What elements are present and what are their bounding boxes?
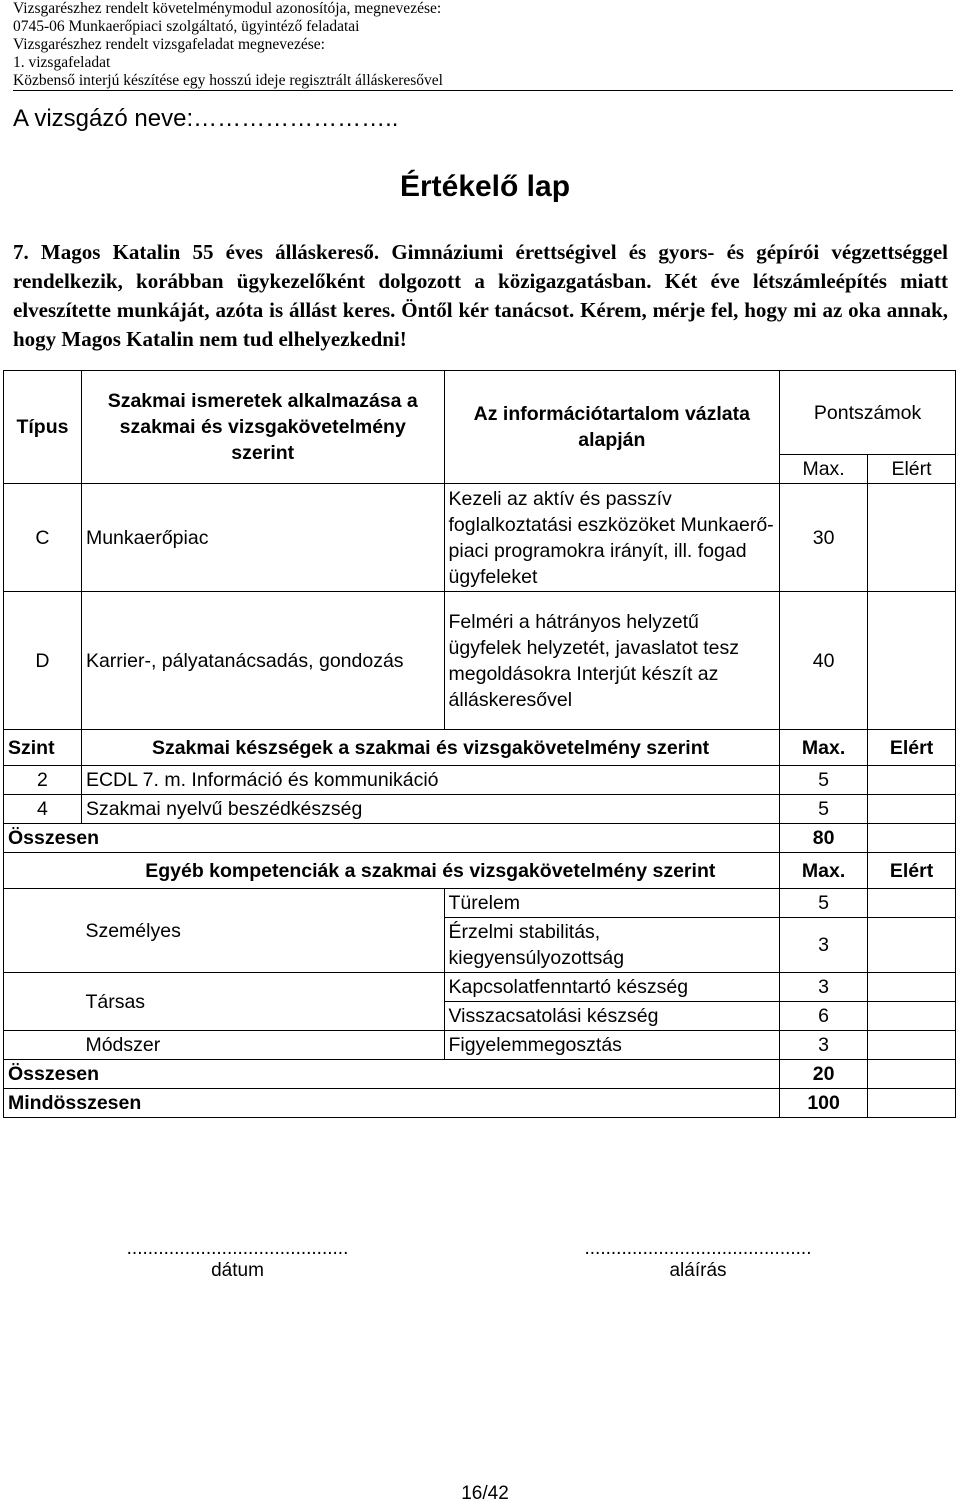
- page-title: Értékelő lap: [399, 170, 571, 203]
- skill-max: 5: [780, 795, 868, 824]
- document-header: [13, 0, 953, 91]
- task-description: 7. Magos Katalin 55 éves álláskereső. Gimnáziumi érettségivel és gyors- és gépírói végzettséggel rendelkezik, korábban ügykezelőként dolgozott a közigazgatásban. Két éve létszámleépítés miatt elveszítette munkáját, azóta is állást keres. Öntől kér tanácsot. Kérem, mérje fel, hogy mi az oka annak, hogy Magos Katalin nem tud elhelyezkedni!: [13, 240, 948, 351]
- competence-group: Módszer: [81, 1031, 444, 1060]
- candidate-name-line: A vizsgázó neve:……………………..: [13, 105, 399, 132]
- header-knowledge: Szakmai ismeretek alkalmazása a szakmai és vizsgakövetelmény szerint: [81, 371, 444, 484]
- competence-achieved: [868, 918, 956, 973]
- signature-label: aláírás: [669, 1260, 727, 1281]
- competence-group: Társas: [81, 973, 444, 1031]
- other-max-header: Max.: [780, 853, 868, 889]
- blank-cell: [4, 1031, 82, 1060]
- subtotal-achieved: [868, 824, 956, 853]
- blank-cell: [4, 973, 82, 1031]
- row-type: C: [4, 484, 82, 592]
- row-topic: Munkaerőpiac: [81, 484, 444, 592]
- header-line: Vizsgarészhez rendelt vizsgafeladat megnevezése:: [13, 36, 325, 53]
- header-max: Max.: [780, 455, 868, 484]
- competence-group: Személyes: [81, 889, 444, 973]
- row-max: 40: [780, 592, 868, 730]
- grand-total-achieved: [868, 1089, 956, 1118]
- signature-dots: ...........................................: [584, 1238, 812, 1259]
- skills-header: Szakmai készségek a szakmai és vizsgakövetelmény szerint: [81, 730, 779, 766]
- row-topic: Karrier-, pályatanácsadás, gondozás: [81, 592, 444, 730]
- competence-max: 6: [780, 1002, 868, 1031]
- competence-item: Figyelemmegosztás: [444, 1031, 780, 1060]
- competence-achieved: [868, 973, 956, 1002]
- other-spacer: [4, 853, 82, 889]
- skill-name: Szakmai nyelvű beszédkészség: [81, 795, 779, 824]
- other-achieved-header: Elért: [868, 853, 956, 889]
- row-content: Felméri a hátrányos helyzetű ügyfelek helyzetét, javaslatot tesz megoldásokra Interjút készít az álláskeresővel: [444, 592, 780, 730]
- header-content: Az információtartalom vázlata alapján: [444, 371, 780, 484]
- skill-achieved: [868, 795, 956, 824]
- row-achieved: [868, 484, 956, 592]
- header-line: 1. vizsgafeladat: [13, 54, 111, 71]
- blank-cell: [4, 889, 82, 973]
- skill-level: 2: [4, 766, 82, 795]
- row-content: Kezeli az aktív és passzív foglalkoztatási eszközöket Munkaerő-piaci programokra irányít, ill. fogad ügyfeleket: [444, 484, 780, 592]
- header-points: Pontszámok: [780, 371, 956, 455]
- grand-total-label: Mindösszesen: [4, 1089, 780, 1118]
- skills-max-header: Max.: [780, 730, 868, 766]
- skill-name: ECDL 7. m. Információ és kommunikáció: [81, 766, 779, 795]
- evaluation-table: [3, 370, 956, 1118]
- competence-max: 3: [780, 918, 868, 973]
- header-line: 0745-06 Munkaerőpiaci szolgáltató, ügyintéző feladatai: [13, 18, 360, 35]
- subtotal-label: Összesen: [4, 1060, 780, 1089]
- skill-achieved: [868, 766, 956, 795]
- row-achieved: [868, 592, 956, 730]
- subtotal-value: 20: [780, 1060, 868, 1089]
- header-line: Vizsgarészhez rendelt követelménymodul azonosítója, megnevezése:: [13, 0, 442, 17]
- skills-level-header: Szint: [4, 730, 82, 766]
- competence-max: 3: [780, 1031, 868, 1060]
- date-label: dátum: [211, 1260, 264, 1281]
- subtotal-label: Összesen: [4, 824, 780, 853]
- row-max: 30: [780, 484, 868, 592]
- header-type: Típus: [4, 371, 82, 484]
- competence-item: Érzelmi stabilitás, kiegyensúlyozottság: [444, 918, 780, 973]
- header-achieved: Elért: [868, 455, 956, 484]
- skills-achieved-header: Elért: [868, 730, 956, 766]
- competence-achieved: [868, 889, 956, 918]
- grand-total-value: 100: [780, 1089, 868, 1118]
- other-header: Egyéb kompetenciák a szakmai és vizsgakövetelmény szerint: [81, 853, 779, 889]
- skill-level: 4: [4, 795, 82, 824]
- page-number: 16/42: [461, 1483, 509, 1504]
- subtotal-achieved: [868, 1060, 956, 1089]
- signature-block: [558, 1238, 838, 1282]
- competence-max: 3: [780, 973, 868, 1002]
- competence-achieved: [868, 1002, 956, 1031]
- competence-achieved: [868, 1031, 956, 1060]
- date-dots: ..........................................: [126, 1238, 349, 1259]
- header-line: Közbenső interjú készítése egy hosszú ideje regisztrált álláskeresővel: [13, 72, 443, 89]
- skill-max: 5: [780, 766, 868, 795]
- subtotal-value: 80: [780, 824, 868, 853]
- competence-max: 5: [780, 889, 868, 918]
- date-block: [100, 1238, 375, 1282]
- competence-item: Türelem: [444, 889, 780, 918]
- competence-item: Visszacsatolási készség: [444, 1002, 780, 1031]
- row-type: D: [4, 592, 82, 730]
- competence-item: Kapcsolatfenntartó készség: [444, 973, 780, 1002]
